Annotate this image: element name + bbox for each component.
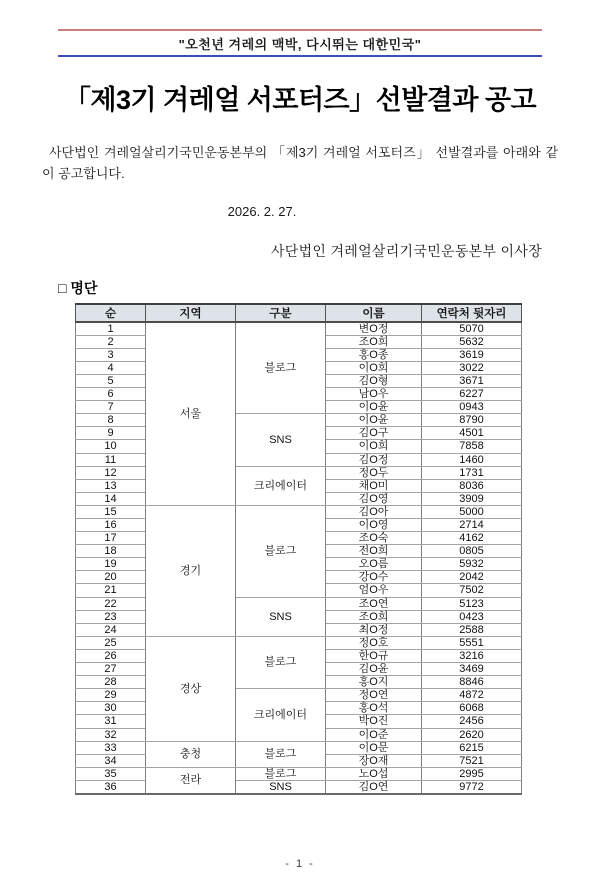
slogan-band xyxy=(58,29,542,57)
cell-no: 13 xyxy=(76,479,146,492)
cell-category: SNS xyxy=(236,780,326,794)
column-header: 순 xyxy=(76,304,146,322)
cell-phone: 0423 xyxy=(422,610,522,623)
cell-no: 7 xyxy=(76,401,146,414)
cell-no: 28 xyxy=(76,676,146,689)
cell-no: 10 xyxy=(76,440,146,453)
cell-phone: 7502 xyxy=(422,584,522,597)
table-row xyxy=(76,466,522,479)
cell-phone: 4162 xyxy=(422,532,522,545)
cell-name: 오O름 xyxy=(326,558,422,571)
cell-no: 11 xyxy=(76,453,146,466)
cell-no: 9 xyxy=(76,427,146,440)
roster-body xyxy=(76,322,522,794)
cell-no: 1 xyxy=(76,322,146,336)
cell-name: 정O호 xyxy=(326,636,422,649)
cell-phone: 3469 xyxy=(422,663,522,676)
cell-name: 남O우 xyxy=(326,388,422,401)
cell-name: 이O희 xyxy=(326,440,422,453)
cell-name: 김O영 xyxy=(326,492,422,505)
cell-phone: 0943 xyxy=(422,401,522,414)
cell-name: 김O연 xyxy=(326,780,422,794)
cell-region: 서울 xyxy=(146,322,236,506)
cell-region: 전라 xyxy=(146,767,236,794)
cell-name: 노O섭 xyxy=(326,767,422,780)
cell-phone: 6068 xyxy=(422,702,522,715)
cell-no: 6 xyxy=(76,388,146,401)
table-row xyxy=(76,780,522,794)
cell-phone: 7858 xyxy=(422,440,522,453)
cell-category: 크리에이터 xyxy=(236,466,326,505)
cell-no: 2 xyxy=(76,335,146,348)
cell-no: 35 xyxy=(76,767,146,780)
slogan-text: "오천년 겨레의 맥박, 다시뛰는 대한민국" xyxy=(178,37,422,52)
cell-phone: 6227 xyxy=(422,388,522,401)
cell-phone: 5632 xyxy=(422,335,522,348)
cell-name: 정O두 xyxy=(326,466,422,479)
table-row xyxy=(76,322,522,336)
cell-name: 김O아 xyxy=(326,505,422,518)
cell-no: 32 xyxy=(76,728,146,741)
cell-phone: 9772 xyxy=(422,780,522,794)
cell-no: 5 xyxy=(76,374,146,387)
cell-phone: 2995 xyxy=(422,767,522,780)
cell-name: 정O연 xyxy=(326,689,422,702)
cell-name: 이O희 xyxy=(326,361,422,374)
cell-no: 26 xyxy=(76,649,146,662)
table-row xyxy=(76,597,522,610)
column-header: 이름 xyxy=(326,304,422,322)
cell-name: 이O윤 xyxy=(326,401,422,414)
cell-category: 블로그 xyxy=(236,741,326,767)
cell-phone: 5123 xyxy=(422,597,522,610)
cell-name: 조O연 xyxy=(326,597,422,610)
cell-phone: 8790 xyxy=(422,414,522,427)
cell-phone: 5000 xyxy=(422,505,522,518)
cell-phone: 1731 xyxy=(422,466,522,479)
cell-name: 홍O지 xyxy=(326,676,422,689)
cell-phone: 2456 xyxy=(422,715,522,728)
cell-no: 8 xyxy=(76,414,146,427)
cell-region: 경기 xyxy=(146,505,236,636)
cell-no: 25 xyxy=(76,636,146,649)
cell-name: 홍O석 xyxy=(326,702,422,715)
cell-name: 강O수 xyxy=(326,571,422,584)
cell-no: 17 xyxy=(76,532,146,545)
cell-phone: 8036 xyxy=(422,479,522,492)
table-row xyxy=(76,636,522,649)
document-page xyxy=(0,29,600,878)
cell-no: 14 xyxy=(76,492,146,505)
cell-category: 블로그 xyxy=(236,767,326,780)
cell-name: 이O영 xyxy=(326,519,422,532)
cell-name: 김O형 xyxy=(326,374,422,387)
page-number: - 1 - xyxy=(285,858,315,870)
cell-no: 20 xyxy=(76,571,146,584)
page-title: 「제3기 겨레얼 서포터즈」선발결과 공고 xyxy=(63,85,537,115)
cell-category: 크리에이터 xyxy=(236,689,326,741)
cell-name: 변O정 xyxy=(326,322,422,336)
table-row xyxy=(76,505,522,518)
cell-no: 36 xyxy=(76,780,146,794)
cell-no: 30 xyxy=(76,702,146,715)
cell-name: 조O희 xyxy=(326,610,422,623)
cell-no: 21 xyxy=(76,584,146,597)
cell-no: 3 xyxy=(76,348,146,361)
cell-name: 이O문 xyxy=(326,741,422,754)
column-header: 지역 xyxy=(146,304,236,322)
cell-no: 24 xyxy=(76,623,146,636)
cell-phone: 3216 xyxy=(422,649,522,662)
cell-name: 이O윤 xyxy=(326,414,422,427)
cell-name: 엄O우 xyxy=(326,584,422,597)
table-row xyxy=(76,689,522,702)
cell-phone: 0805 xyxy=(422,545,522,558)
column-header: 연락처 뒷자리 xyxy=(422,304,522,322)
column-header: 구분 xyxy=(236,304,326,322)
document-date: 2026. 2. 27. xyxy=(227,203,297,219)
cell-no: 12 xyxy=(76,466,146,479)
cell-phone: 3619 xyxy=(422,348,522,361)
cell-phone: 3909 xyxy=(422,492,522,505)
cell-name: 홍O종 xyxy=(326,348,422,361)
signer-line: 사단법인 겨레얼살리기국민운동본부 이사장 xyxy=(270,242,542,259)
roster-table xyxy=(75,303,522,795)
announcement-paragraph: 사단법인 겨레얼살리기국민운동본부의 「제3기 겨레얼 서포터즈」 선발결과를 아래와 같이 공고합니다. xyxy=(42,145,558,181)
cell-phone: 2588 xyxy=(422,623,522,636)
cell-no: 15 xyxy=(76,505,146,518)
cell-no: 31 xyxy=(76,715,146,728)
cell-phone: 2042 xyxy=(422,571,522,584)
cell-name: 이O준 xyxy=(326,728,422,741)
cell-phone: 4872 xyxy=(422,689,522,702)
cell-name: 전O희 xyxy=(326,545,422,558)
cell-category: SNS xyxy=(236,597,326,636)
table-row xyxy=(76,767,522,780)
cell-no: 19 xyxy=(76,558,146,571)
cell-name: 채O미 xyxy=(326,479,422,492)
cell-phone: 1460 xyxy=(422,453,522,466)
section-heading-roster: □ 명단 xyxy=(58,279,98,296)
cell-name: 조O희 xyxy=(326,335,422,348)
cell-no: 27 xyxy=(76,663,146,676)
cell-name: 한O규 xyxy=(326,649,422,662)
cell-phone: 4501 xyxy=(422,427,522,440)
cell-phone: 6215 xyxy=(422,741,522,754)
cell-category: SNS xyxy=(236,414,326,466)
table-row xyxy=(76,741,522,754)
cell-phone: 5551 xyxy=(422,636,522,649)
cell-no: 23 xyxy=(76,610,146,623)
cell-name: 김O윤 xyxy=(326,663,422,676)
cell-name: 최O정 xyxy=(326,623,422,636)
cell-region: 경상 xyxy=(146,636,236,741)
cell-category: 블로그 xyxy=(236,322,326,414)
roster-header-row xyxy=(76,304,522,322)
cell-phone: 5932 xyxy=(422,558,522,571)
cell-category: 블로그 xyxy=(236,636,326,688)
cell-phone: 7521 xyxy=(422,754,522,767)
cell-phone: 5070 xyxy=(422,322,522,336)
cell-region: 충청 xyxy=(146,741,236,767)
cell-no: 29 xyxy=(76,689,146,702)
cell-no: 18 xyxy=(76,545,146,558)
cell-no: 4 xyxy=(76,361,146,374)
cell-name: 박O진 xyxy=(326,715,422,728)
cell-category: 블로그 xyxy=(236,505,326,597)
cell-name: 조O숙 xyxy=(326,532,422,545)
cell-phone: 2620 xyxy=(422,728,522,741)
cell-name: 장O재 xyxy=(326,754,422,767)
cell-phone: 3022 xyxy=(422,361,522,374)
cell-name: 김O정 xyxy=(326,453,422,466)
cell-no: 33 xyxy=(76,741,146,754)
cell-name: 김O구 xyxy=(326,427,422,440)
cell-no: 16 xyxy=(76,519,146,532)
cell-phone: 2714 xyxy=(422,519,522,532)
cell-no: 34 xyxy=(76,754,146,767)
table-row xyxy=(76,414,522,427)
cell-phone: 3671 xyxy=(422,374,522,387)
cell-no: 22 xyxy=(76,597,146,610)
cell-phone: 8846 xyxy=(422,676,522,689)
